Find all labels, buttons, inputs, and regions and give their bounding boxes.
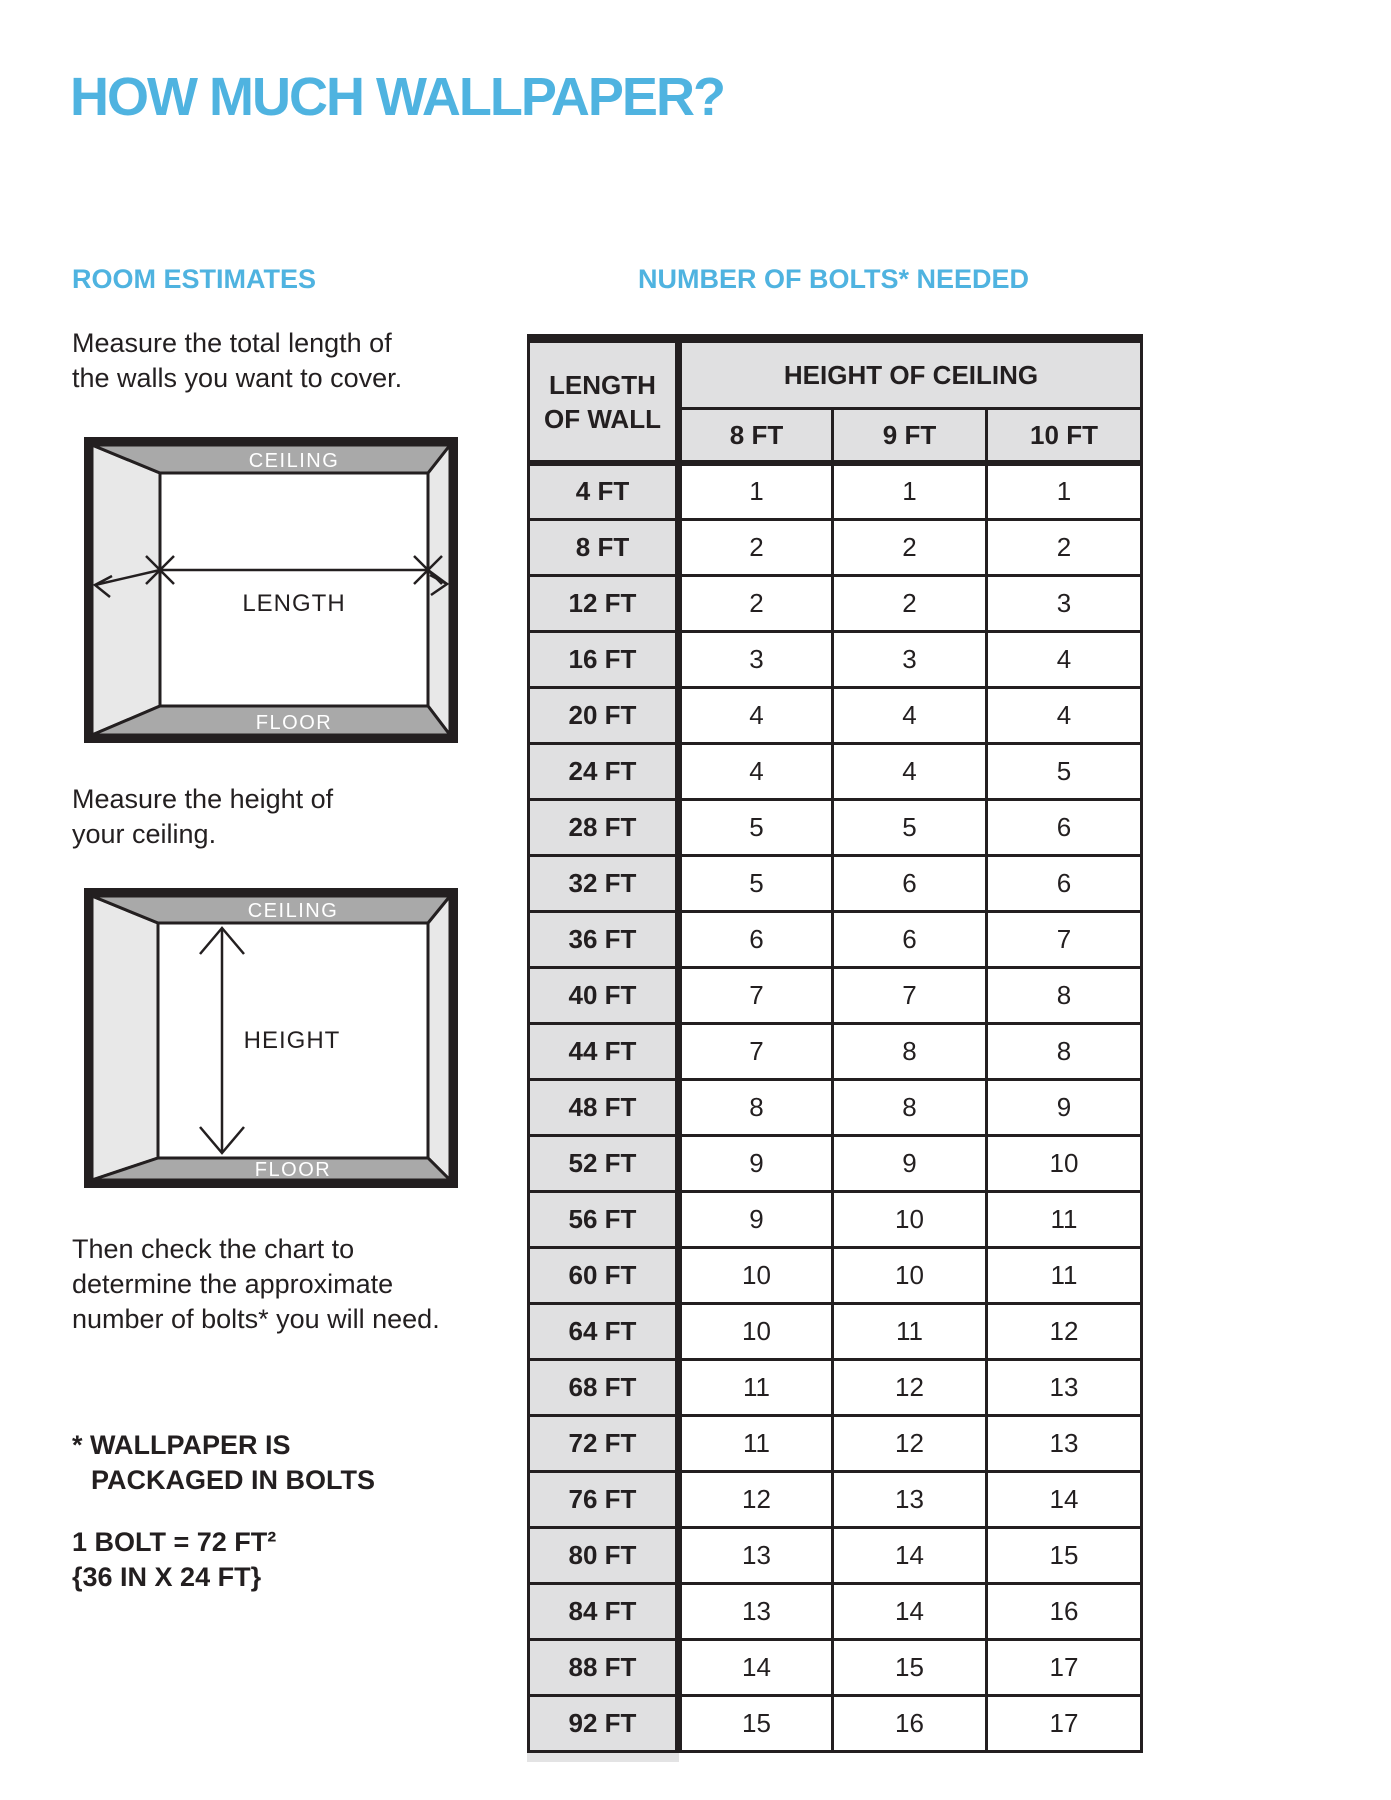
- row-label: 20 FT: [529, 687, 679, 743]
- bolt-count-cell: 5: [833, 799, 987, 855]
- bolt-count-cell: 14: [987, 1471, 1142, 1527]
- bolt-count-cell: 4: [679, 687, 833, 743]
- bolt-count-cell: 8: [833, 1023, 987, 1079]
- bolt-count-cell: 12: [833, 1359, 987, 1415]
- row-label: 12 FT: [529, 575, 679, 631]
- bolt-count-cell: 8: [987, 1023, 1142, 1079]
- bolt-count-cell: 1: [679, 463, 833, 519]
- table-row: [529, 1527, 1142, 1583]
- length-of-wall-header: [529, 339, 679, 464]
- row-label: 44 FT: [529, 1023, 679, 1079]
- bolt-count-cell: 4: [833, 687, 987, 743]
- instruction-line: the walls you want to cover.: [72, 363, 403, 393]
- bolt-count-cell: 4: [987, 687, 1142, 743]
- bolt-count-cell: 2: [679, 575, 833, 631]
- table-row: [529, 631, 1142, 687]
- check-chart-instruction: [72, 1232, 512, 1337]
- bolt-count-cell: 10: [987, 1135, 1142, 1191]
- row-label: 92 FT: [529, 1695, 679, 1751]
- bolt-count-cell: 11: [987, 1191, 1142, 1247]
- height-room-diagram: [84, 888, 458, 1188]
- bolt-count-cell: 8: [833, 1079, 987, 1135]
- bolt-count-cell: 7: [679, 967, 833, 1023]
- instruction-line: Measure the height of: [72, 784, 334, 814]
- table-row: [529, 1247, 1142, 1303]
- bolt-count-cell: 4: [833, 743, 987, 799]
- bolts-footnote: [72, 1428, 502, 1498]
- bolt-count-cell: 3: [833, 631, 987, 687]
- instruction-line: number of bolts* you will need.: [72, 1304, 440, 1334]
- table-row: [529, 911, 1142, 967]
- bolt-count-cell: 12: [987, 1303, 1142, 1359]
- table-row: [529, 575, 1142, 631]
- table-row: [529, 1639, 1142, 1695]
- row-label: 56 FT: [529, 1191, 679, 1247]
- bolt-count-cell: 11: [679, 1415, 833, 1471]
- table-row: [529, 1583, 1142, 1639]
- table-row: [529, 855, 1142, 911]
- table-row: [529, 1471, 1142, 1527]
- bolt-count-cell: 14: [833, 1583, 987, 1639]
- table-row: [529, 1023, 1142, 1079]
- bolt-count-cell: 6: [833, 911, 987, 967]
- bolt-count-cell: 17: [987, 1695, 1142, 1751]
- bolt-count-cell: 6: [987, 855, 1142, 911]
- bolt-count-cell: 6: [833, 855, 987, 911]
- row-label: 48 FT: [529, 1079, 679, 1135]
- table-row: [529, 967, 1142, 1023]
- table-row: [529, 1303, 1142, 1359]
- page-title: HOW MUCH WALLPAPER?: [70, 67, 724, 127]
- bolt-count-cell: 3: [987, 575, 1142, 631]
- table-row: [529, 1191, 1142, 1247]
- table-row: [529, 1079, 1142, 1135]
- row-label: 32 FT: [529, 855, 679, 911]
- row-label: 80 FT: [529, 1527, 679, 1583]
- row-label: 8 FT: [529, 519, 679, 575]
- table-header-row: [529, 339, 1142, 409]
- bolt-count-cell: 7: [833, 967, 987, 1023]
- row-label: 4 FT: [529, 463, 679, 519]
- ceiling-label: CEILING: [247, 900, 339, 922]
- bolt-count-cell: 13: [987, 1415, 1142, 1471]
- bolt-count-cell: 13: [679, 1527, 833, 1583]
- bolt-count-cell: 3: [679, 631, 833, 687]
- bolt-count-cell: 17: [987, 1639, 1142, 1695]
- row-label: 84 FT: [529, 1583, 679, 1639]
- bolt-count-cell: 2: [833, 575, 987, 631]
- footnote-line: PACKAGED IN BOLTS: [91, 1465, 376, 1495]
- room-estimates-heading: ROOM ESTIMATES: [72, 264, 317, 294]
- bolt-count-cell: 4: [987, 631, 1142, 687]
- table-row: [529, 463, 1142, 519]
- bolt-count-cell: 9: [679, 1135, 833, 1191]
- table-row: [529, 1695, 1142, 1751]
- table-row: [529, 687, 1142, 743]
- row-label: 28 FT: [529, 799, 679, 855]
- bolt-count-cell: 10: [679, 1247, 833, 1303]
- table-row: [529, 519, 1142, 575]
- bolt-count-cell: 10: [833, 1247, 987, 1303]
- bolt-count-cell: 5: [987, 743, 1142, 799]
- bolt-count-cell: 9: [987, 1079, 1142, 1135]
- bolt-count-cell: 13: [833, 1471, 987, 1527]
- bolt-count-cell: 1: [833, 463, 987, 519]
- bolts-table-heading: NUMBER OF BOLTS* NEEDED: [637, 264, 1029, 294]
- length-of-wall-header-line: OF WALL: [544, 403, 661, 434]
- table-row: [529, 799, 1142, 855]
- measure-height-instruction: [72, 782, 502, 852]
- bolt-count-cell: 15: [833, 1639, 987, 1695]
- instruction-line: determine the approximate: [72, 1269, 394, 1299]
- table-row: [529, 1135, 1142, 1191]
- bolt-count-cell: 9: [679, 1191, 833, 1247]
- bolt-count-cell: 6: [679, 911, 833, 967]
- bolt-count-cell: 12: [679, 1471, 833, 1527]
- left-wall-face: [92, 896, 158, 1180]
- instruction-line: Then check the chart to: [72, 1234, 355, 1264]
- bolt-count-cell: 9: [833, 1135, 987, 1191]
- bolt-count-cell: 8: [987, 967, 1142, 1023]
- bolt-count-cell: 2: [679, 519, 833, 575]
- footnote-line: * WALLPAPER IS: [72, 1430, 291, 1460]
- row-label: 72 FT: [529, 1415, 679, 1471]
- length-label: LENGTH: [242, 590, 346, 617]
- bolt-count-cell: 7: [679, 1023, 833, 1079]
- row-label: 88 FT: [529, 1639, 679, 1695]
- bolts-table: [527, 334, 1143, 1753]
- table-row: [529, 1359, 1142, 1415]
- row-label: 68 FT: [529, 1359, 679, 1415]
- instruction-line: your ceiling.: [72, 819, 217, 849]
- floor-label: FLOOR: [255, 712, 333, 734]
- bolt-count-cell: 11: [987, 1247, 1142, 1303]
- row-label: 64 FT: [529, 1303, 679, 1359]
- row-label: 60 FT: [529, 1247, 679, 1303]
- bolt-count-cell: 16: [833, 1695, 987, 1751]
- ceiling-label: CEILING: [248, 450, 340, 472]
- table-footer-strip: [527, 1753, 679, 1762]
- bolt-count-cell: 1: [987, 463, 1142, 519]
- length-room-diagram: [84, 437, 458, 743]
- instruction-line: Measure the total length of: [72, 328, 392, 358]
- bolt-count-cell: 8: [679, 1079, 833, 1135]
- bolt-definition-line: {36 IN X 24 FT}: [72, 1562, 262, 1592]
- bolt-count-cell: 16: [987, 1583, 1142, 1639]
- bolt-count-cell: 10: [833, 1191, 987, 1247]
- bolt-count-cell: 5: [679, 799, 833, 855]
- bolt-count-cell: 10: [679, 1303, 833, 1359]
- length-of-wall-header-line: LENGTH: [549, 369, 656, 400]
- col-header-8ft: 8 FT: [679, 409, 833, 464]
- floor-label: FLOOR: [254, 1159, 332, 1181]
- table-row: [529, 1415, 1142, 1471]
- height-of-ceiling-header: HEIGHT OF CEILING: [679, 339, 1142, 409]
- row-label: 36 FT: [529, 911, 679, 967]
- bolt-count-cell: 7: [987, 911, 1142, 967]
- bolt-count-cell: 14: [833, 1527, 987, 1583]
- bolt-count-cell: 5: [679, 855, 833, 911]
- col-header-10ft: 10 FT: [987, 409, 1142, 464]
- bolt-count-cell: 4: [679, 743, 833, 799]
- bolt-definition: [72, 1525, 502, 1595]
- row-label: 16 FT: [529, 631, 679, 687]
- table-row: [529, 743, 1142, 799]
- row-label: 24 FT: [529, 743, 679, 799]
- bolt-count-cell: 11: [833, 1303, 987, 1359]
- bolts-table-container: [527, 334, 1140, 1762]
- bolt-definition-line: 1 BOLT = 72 FT²: [72, 1527, 277, 1557]
- row-label: 52 FT: [529, 1135, 679, 1191]
- measure-length-instruction: [72, 326, 502, 396]
- right-wall-face: [428, 896, 450, 1180]
- bolt-count-cell: 14: [679, 1639, 833, 1695]
- col-header-9ft: 9 FT: [833, 409, 987, 464]
- bolt-count-cell: 12: [833, 1415, 987, 1471]
- bolt-count-cell: 11: [679, 1359, 833, 1415]
- bolt-count-cell: 13: [679, 1583, 833, 1639]
- row-label: 40 FT: [529, 967, 679, 1023]
- height-label: HEIGHT: [243, 1027, 341, 1054]
- bolt-count-cell: 15: [679, 1695, 833, 1751]
- bolt-count-cell: 2: [987, 519, 1142, 575]
- bolt-count-cell: 15: [987, 1527, 1142, 1583]
- bolt-count-cell: 6: [987, 799, 1142, 855]
- row-label: 76 FT: [529, 1471, 679, 1527]
- bolt-count-cell: 2: [833, 519, 987, 575]
- bolt-count-cell: 13: [987, 1359, 1142, 1415]
